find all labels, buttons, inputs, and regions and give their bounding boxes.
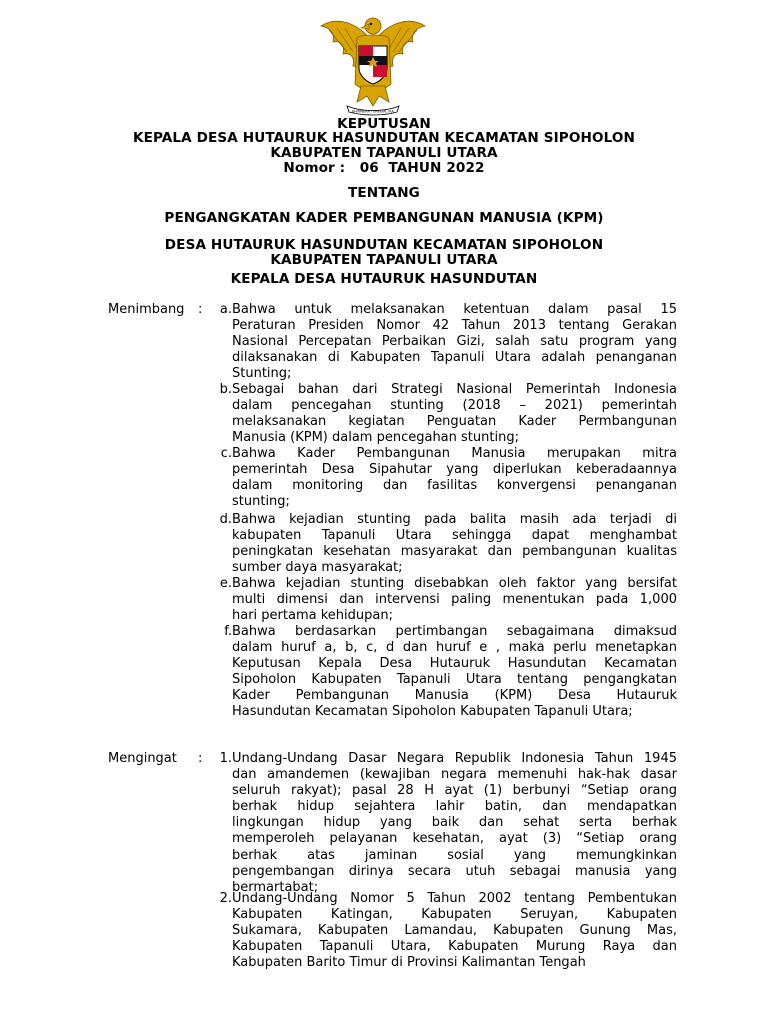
menimbang-item-line: Manusia (KPM) dalam pencegahan stunting; [232,430,519,446]
menimbang-item [212,302,677,382]
menimbang-item-line: Sipoholon Kabupaten Tapanuli Utara tentang pengangkatan [232,672,677,688]
menimbang-item-line: Stunting; [232,366,292,382]
menimbang-item-line: Peraturan Presiden Nomor 42 Tahun 2013 tentang Gerakan [232,318,677,334]
menimbang-item-line: peningkatan kesehatan masyarakat dan pembangunan kualitas [232,544,677,560]
mengingat-item-line: Sukamara, Kabupaten Lamandau, Kabupaten Gunung Mas, [232,923,677,939]
menimbang-item [212,576,677,624]
svg-text:BHINNEKA TUNGGAL IKA: BHINNEKA TUNGGAL IKA [352,109,394,114]
heading-regency: KABUPATEN TAPANULI UTARA [270,145,498,161]
menimbang-item [212,512,677,576]
heading-authority: KEPALA DESA HUTAURUK HASUNDUTAN [230,271,538,287]
menimbang-item-line: Bahwa untuk melaksanakan ketentuan dalam pasal 15 [232,302,677,317]
mengingat-item-line: seluruh rakyat); pasal 28 H ayat (1) berbunyi “Setiap orang [232,783,677,799]
menimbang-item-line: hari pertama kehidupan; [232,608,393,624]
mengingat-item [212,751,677,896]
mengingat-item-text [232,751,677,896]
menimbang-item-line: Bahwa Kader Pembangunan Manusia merupakan mitra [232,446,677,461]
menimbang-item-line: dalam pencegahan stunting (2018 – 2021) pemerintah [232,398,677,414]
menimbang-item [212,382,677,446]
menimbang-item-marker: a. [219,302,232,317]
heading-subject: PENGANGKATAN KADER PEMBANGUNAN MANUSIA (KPM) [164,210,604,226]
menimbang-item-marker: c. [220,446,232,461]
menimbang-item-text [232,624,677,721]
mengingat-item-line: berhak atas jaminan sosial yang memungkinkan [232,847,677,863]
mengingat-item-line: dan amandemen (kewajiban negara memenuhi hak-hak dasar [232,767,677,783]
mengingat-item-line: Undang-Undang Dasar Negara Republik Indonesia Tahun 1945 [232,751,677,766]
menimbang-item-marker: b. [219,382,232,397]
menimbang-label: Menimbang [108,302,185,317]
heading-keputusan: KEPUTUSAN [337,116,431,132]
mengingat-item-line: bermartabat; [232,879,319,895]
menimbang-item-line: melaksanakan kegiatan Penguatan Kader Permbangunan [232,414,677,430]
mengingat-item-line: lingkungan hidup yang baik dan sehat serta berhak [232,815,677,831]
menimbang-item-line: Sebagai bahan dari Strategi Nasional Pemerintah Indonesia [232,382,677,397]
menimbang-item-line: stunting; [232,494,290,510]
mengingat-item-line: Kabupaten Katingan, Kabupaten Seruyan, Kabupaten [232,907,677,923]
heading-place-1: DESA HUTAURUK HASUNDUTAN KECAMATAN SIPOHOLON [164,237,604,253]
heading-place-2: KABUPATEN TAPANULI UTARA [270,252,498,268]
mengingat-item-line: pengembangan dirinya secara utuh sebagai manusia yang [232,863,677,879]
menimbang-item-text [232,382,677,446]
mengingat-item [212,891,677,971]
menimbang-item-marker: d. [219,512,232,527]
menimbang-item-line: dilaksanakan di Kabupaten Tapanuli Utara adalah penanganan [232,350,677,366]
menimbang-item-marker: f. [224,624,232,639]
mengingat-item-line: memperoleh pelayanan kesehatan, ayat (3) “Setiap orang [232,831,677,847]
menimbang-item-line: multi dimensi dan intervensi paling menentukan pada 1,000 [232,592,677,608]
menimbang-item-line: dalam huruf a, b, c, d dan huruf e , maka perlu menetapkan [232,640,677,656]
mengingat-item-line: Kabupaten Barito Timur di Provinsi Kalimantan Tengah [232,955,586,971]
menimbang-item [212,624,677,721]
menimbang-item-text [232,512,677,576]
menimbang-colon: : [198,302,203,317]
menimbang-item-text [232,302,677,382]
heading-number: Nomor : 06 TAHUN 2022 [283,160,485,176]
menimbang-item-line: Keputusan Kepala Desa Hutauruk Hasundutan Kecamatan [232,656,677,672]
menimbang-item-line: Hasundutan Kecamatan Sipoholon Kabupaten Tapanuli Utara; [232,704,633,720]
mengingat-item-line: berhak hidup sejahtera lahir batin, dan mendapatkan [232,799,677,815]
menimbang-item-marker: e. [219,576,232,591]
menimbang-item-line: Nasional Percepatan Perbaikan Gizi, salah satu program yang [232,334,677,350]
heading-office: KEPALA DESA HUTAURUK HASUNDUTAN KECAMATAN SIPOHOLON [132,130,636,146]
menimbang-item-line: dalam monitoring dan fasilitas konvergensi penanganan [232,478,677,494]
mengingat-item-line: Undang-Undang Nomor 5 Tahun 2002 tentang Pembentukan [232,891,677,906]
menimbang-item [212,446,677,510]
mengingat-item-marker: 1. [219,751,232,766]
menimbang-item-line: kabupaten Tapanuli Utara sehingga dapat menghambat [232,528,677,544]
menimbang-item-line: Bahwa kejadian stunting disebabkan oleh faktor yang bersifat [232,576,677,591]
menimbang-item-text [232,576,677,624]
mengingat-colon: : [198,751,203,766]
mengingat-item-text [232,891,677,971]
menimbang-item-line: pemerintah Desa Sipahutar yang diperlukan keberadaannya [232,462,677,478]
garuda-emblem-icon [317,12,429,118]
menimbang-item-line: Bahwa kejadian stunting pada balita masih ada terjadi di [232,512,677,527]
menimbang-item-line: Kader Pembangunan Manusia (KPM) Desa Hutauruk [232,688,677,704]
mengingat-item-marker: 2. [219,891,232,906]
menimbang-item-line: sumber daya masyarakat; [232,560,403,576]
mengingat-item-line: Kabupaten Tapanuli Utara, Kabupaten Murung Raya dan [232,939,677,955]
menimbang-item-line: Bahwa berdasarkan pertimbangan sebagaimana dimaksud [232,624,677,639]
heading-tentang: TENTANG [348,185,420,201]
mengingat-label: Mengingat [108,751,177,766]
menimbang-item-text [232,446,677,510]
